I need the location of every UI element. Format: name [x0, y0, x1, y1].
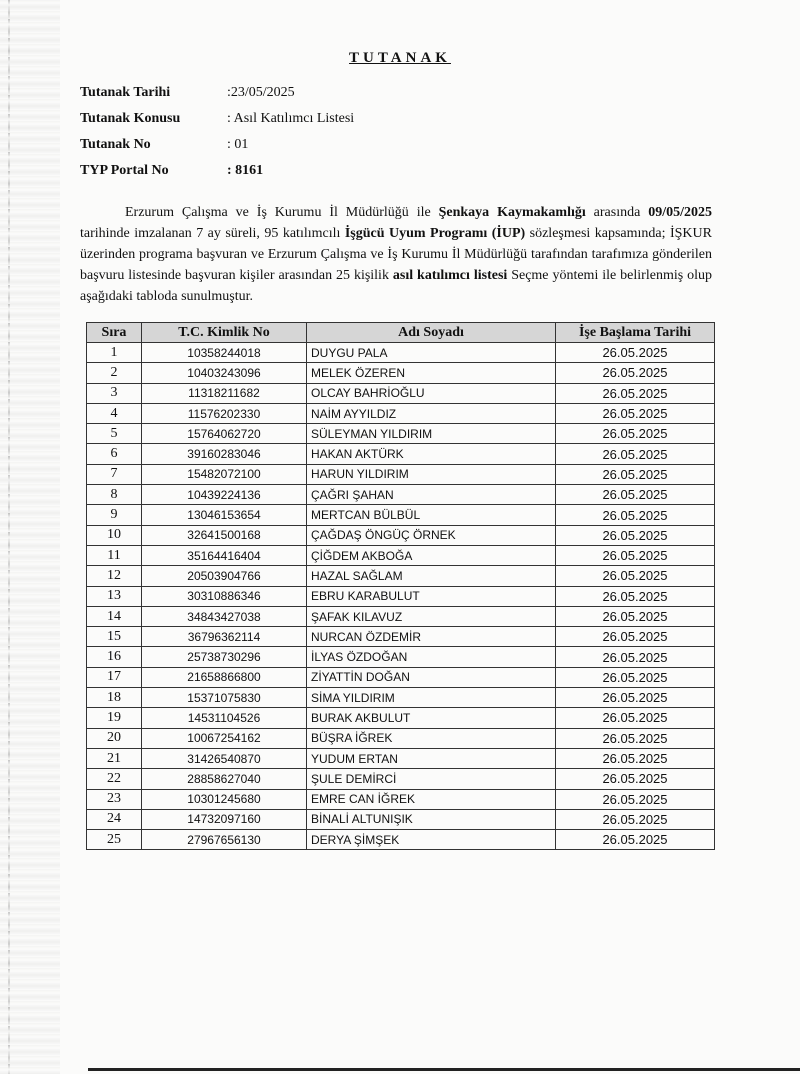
table-row — [87, 505, 715, 525]
full-name: HARUN YILDIRIM — [307, 464, 556, 484]
start-date: 26.05.2025 — [556, 424, 715, 444]
table-row — [87, 485, 715, 505]
start-date: 26.05.2025 — [556, 343, 715, 363]
para-text: Erzurum Çalışma ve İş Kurumu İl Müdürlüğü ile — [125, 205, 439, 220]
header-sira: Sıra — [87, 323, 142, 343]
row-number: 2 — [87, 363, 142, 383]
table-row — [87, 769, 715, 789]
tc-kimlik-no: 10403243096 — [142, 363, 307, 383]
tc-kimlik-no: 10358244018 — [142, 343, 307, 363]
start-date: 26.05.2025 — [556, 545, 715, 565]
start-date: 26.05.2025 — [556, 363, 715, 383]
start-date: 26.05.2025 — [556, 383, 715, 403]
tc-kimlik-no: 27967656130 — [142, 830, 307, 850]
full-name: ŞAFAK KILAVUZ — [307, 606, 556, 626]
tc-kimlik-no: 15371075830 — [142, 688, 307, 708]
start-date: 26.05.2025 — [556, 708, 715, 728]
tc-kimlik-no: 14732097160 — [142, 809, 307, 829]
tc-kimlik-no: 32641500168 — [142, 525, 307, 545]
row-number: 19 — [87, 708, 142, 728]
start-date: 26.05.2025 — [556, 667, 715, 687]
meta-value: : 8161 — [227, 163, 264, 178]
table-row — [87, 586, 715, 606]
table-row — [87, 667, 715, 687]
full-name: BİNALİ ALTUNIŞIK — [307, 809, 556, 829]
scan-edge-artifact — [0, 0, 60, 1074]
table-row — [87, 424, 715, 444]
start-date: 26.05.2025 — [556, 748, 715, 768]
tc-kimlik-no: 20503904766 — [142, 566, 307, 586]
bottom-rule — [88, 1068, 800, 1071]
row-number: 11 — [87, 545, 142, 565]
tc-kimlik-no: 10067254162 — [142, 728, 307, 748]
row-number: 18 — [87, 688, 142, 708]
full-name: BÜŞRA İĞREK — [307, 728, 556, 748]
table-row — [87, 464, 715, 484]
row-number: 5 — [87, 424, 142, 444]
table-row — [87, 728, 715, 748]
tc-kimlik-no: 14531104526 — [142, 708, 307, 728]
table-row — [87, 647, 715, 667]
row-number: 14 — [87, 606, 142, 626]
full-name: YUDUM ERTAN — [307, 748, 556, 768]
tc-kimlik-no: 28858627040 — [142, 769, 307, 789]
table-row — [87, 830, 715, 850]
full-name: OLCAY BAHRİOĞLU — [307, 383, 556, 403]
tc-kimlik-no: 31426540870 — [142, 748, 307, 768]
row-number: 17 — [87, 667, 142, 687]
tc-kimlik-no: 25738730296 — [142, 647, 307, 667]
meta-label: TYP Portal No — [80, 163, 169, 178]
row-number: 24 — [87, 809, 142, 829]
tc-kimlik-no: 11318211682 — [142, 383, 307, 403]
para-text: arasında — [585, 205, 649, 220]
tc-kimlik-no: 15764062720 — [142, 424, 307, 444]
full-name: ŞULE DEMİRCİ — [307, 769, 556, 789]
full-name: EMRE CAN İĞREK — [307, 789, 556, 809]
meta-label: Tutanak No — [80, 137, 151, 152]
document-title: TUTANAK — [349, 50, 451, 66]
table-row — [87, 383, 715, 403]
full-name: ÇAĞDAŞ ÖNGÜÇ ÖRNEK — [307, 525, 556, 545]
row-number: 6 — [87, 444, 142, 464]
meta-row-number — [80, 132, 354, 158]
tc-kimlik-no: 36796362114 — [142, 627, 307, 647]
full-name: DUYGU PALA — [307, 343, 556, 363]
start-date: 26.05.2025 — [556, 566, 715, 586]
row-number: 22 — [87, 769, 142, 789]
table-row — [87, 545, 715, 565]
para-bold: Şenkaya Kaymakamlığı — [438, 205, 586, 220]
row-number: 10 — [87, 525, 142, 545]
start-date: 26.05.2025 — [556, 464, 715, 484]
table-row — [87, 343, 715, 363]
header-start-date: İşe Başlama Tarihi — [556, 323, 715, 343]
row-number: 7 — [87, 464, 142, 484]
start-date: 26.05.2025 — [556, 403, 715, 423]
table-row — [87, 789, 715, 809]
para-text: Seçme yöntemi ile belirlenmiş olup aşağıdaki tabloda sunulmuştur. — [80, 268, 712, 304]
start-date: 26.05.2025 — [556, 444, 715, 464]
para-text: sözleşmesi kapsamında; İŞKUR üzerinden programa başvuran ve Erzurum Çalışma ve İş Kurumu İl Müdürlüğü tarafından tarafımıza gönderilen başvuru listesinde başvuran kişiler arasından 25 kişilik — [80, 226, 712, 283]
meta-value: : Asıl Katılımcı Listesi — [227, 111, 355, 126]
table-body — [87, 343, 715, 850]
start-date: 26.05.2025 — [556, 606, 715, 626]
participant-table — [86, 322, 715, 850]
start-date: 26.05.2025 — [556, 809, 715, 829]
tc-kimlik-no: 10301245680 — [142, 789, 307, 809]
full-name: HAZAL SAĞLAM — [307, 566, 556, 586]
start-date: 26.05.2025 — [556, 485, 715, 505]
row-number: 16 — [87, 647, 142, 667]
start-date: 26.05.2025 — [556, 586, 715, 606]
row-number: 23 — [87, 789, 142, 809]
full-name: BURAK AKBULUT — [307, 708, 556, 728]
start-date: 26.05.2025 — [556, 769, 715, 789]
full-name: DERYA ŞİMŞEK — [307, 830, 556, 850]
tc-kimlik-no: 21658866800 — [142, 667, 307, 687]
meta-label: Tutanak Tarihi — [80, 85, 171, 100]
start-date: 26.05.2025 — [556, 525, 715, 545]
table-row — [87, 688, 715, 708]
row-number: 20 — [87, 728, 142, 748]
start-date: 26.05.2025 — [556, 830, 715, 850]
row-number: 4 — [87, 403, 142, 423]
header-name: Adı Soyadı — [307, 323, 556, 343]
table-row — [87, 708, 715, 728]
start-date: 26.05.2025 — [556, 688, 715, 708]
para-bold: 09/05/2025 — [648, 205, 712, 220]
table-row — [87, 444, 715, 464]
full-name: ÇAĞRI ŞAHAN — [307, 485, 556, 505]
full-name: MERTCAN BÜLBÜL — [307, 505, 556, 525]
row-number: 3 — [87, 383, 142, 403]
full-name: SİMA YILDIRIM — [307, 688, 556, 708]
tc-kimlik-no: 11576202330 — [142, 403, 307, 423]
meta-label: Tutanak Konusu — [80, 111, 181, 126]
full-name: SÜLEYMAN YILDIRIM — [307, 424, 556, 444]
tc-kimlik-no: 35164416404 — [142, 545, 307, 565]
table-row — [87, 748, 715, 768]
full-name: İLYAS ÖZDOĞAN — [307, 647, 556, 667]
full-name: NAİM AYYILDIZ — [307, 403, 556, 423]
tc-kimlik-no: 15482072100 — [142, 464, 307, 484]
table-row — [87, 363, 715, 383]
meta-block — [80, 80, 354, 184]
full-name: ÇİĞDEM AKBOĞA — [307, 545, 556, 565]
row-number: 1 — [87, 343, 142, 363]
full-name: ZİYATTİN DOĞAN — [307, 667, 556, 687]
header-tc-no: T.C. Kimlik No — [142, 323, 307, 343]
start-date: 26.05.2025 — [556, 789, 715, 809]
full-name: MELEK ÖZEREN — [307, 363, 556, 383]
row-number: 15 — [87, 627, 142, 647]
full-name: HAKAN AKTÜRK — [307, 444, 556, 464]
meta-row-portal — [80, 158, 354, 184]
tc-kimlik-no: 13046153654 — [142, 505, 307, 525]
tc-kimlik-no: 39160283046 — [142, 444, 307, 464]
table-row — [87, 566, 715, 586]
body-paragraph — [80, 202, 712, 307]
meta-row-date — [80, 80, 354, 106]
full-name: EBRU KARABULUT — [307, 586, 556, 606]
start-date: 26.05.2025 — [556, 505, 715, 525]
meta-row-subject — [80, 106, 354, 132]
start-date: 26.05.2025 — [556, 728, 715, 748]
row-number: 8 — [87, 485, 142, 505]
start-date: 26.05.2025 — [556, 627, 715, 647]
para-bold: asıl katılımcı listesi — [392, 268, 508, 283]
table-row — [87, 403, 715, 423]
para-bold: İşgücü Uyum Programı (İUP) — [344, 226, 526, 241]
table-row — [87, 606, 715, 626]
row-number: 25 — [87, 830, 142, 850]
full-name: NURCAN ÖZDEMİR — [307, 627, 556, 647]
meta-value: :23/05/2025 — [227, 85, 295, 100]
table-header-row — [87, 323, 715, 343]
row-number: 13 — [87, 586, 142, 606]
row-number: 21 — [87, 748, 142, 768]
tc-kimlik-no: 34843427038 — [142, 606, 307, 626]
start-date: 26.05.2025 — [556, 647, 715, 667]
table-row — [87, 809, 715, 829]
tc-kimlik-no: 10439224136 — [142, 485, 307, 505]
para-text: tarihinde imzalanan 7 ay süreli, 95 katılımcılı — [80, 226, 345, 241]
row-number: 12 — [87, 566, 142, 586]
table-row — [87, 525, 715, 545]
row-number: 9 — [87, 505, 142, 525]
table-row — [87, 627, 715, 647]
tc-kimlik-no: 30310886346 — [142, 586, 307, 606]
meta-value: : 01 — [227, 137, 249, 152]
